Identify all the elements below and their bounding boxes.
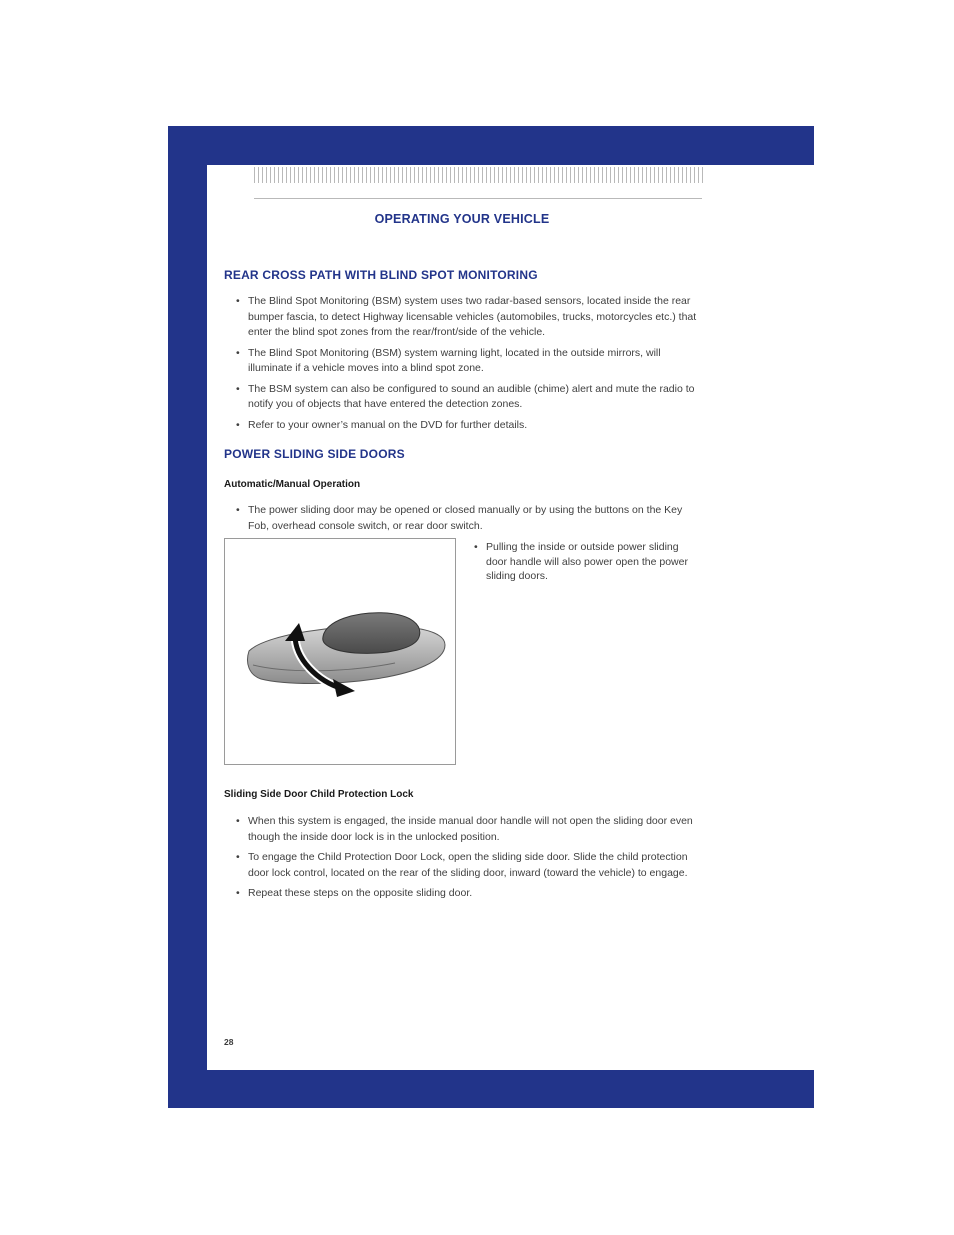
list-item: • Repeat these steps on the opposite sliding door. xyxy=(224,886,706,902)
header-rule xyxy=(254,198,702,199)
heading-power-sliding-doors: POWER SLIDING SIDE DOORS xyxy=(224,447,405,461)
subheading-child-protection: Sliding Side Door Child Protection Lock xyxy=(224,789,414,800)
handle-note-list xyxy=(462,540,698,589)
list-item: • When this system is engaged, the inside manual door handle will not open the sliding door even though the inside door lock is in the unlocked position. xyxy=(224,814,706,845)
list-item: • Pulling the inside or outside power sliding door handle will also power open the power sliding doors. xyxy=(462,540,698,584)
list-item: • The BSM system can also be configured to sound an audible (chime) alert and mute the radio to notify you of objects that have entered the detection zones. xyxy=(224,382,706,413)
list-item: • The Blind Spot Monitoring (BSM) system uses two radar-based sensors, located inside the rear bumper fascia, to detect Highway licensable vehicles (automobiles, trucks, motorcycles etc.) that enter the blind spot zones from the rear/front/side of the vehicle. xyxy=(224,294,706,341)
page-number: 28 xyxy=(224,1037,234,1047)
list-item: • To engage the Child Protection Door Lock, open the sliding side door. Slide the child protection door lock control, located on the rear of the sliding door, inward (toward the vehicle) to engage. xyxy=(224,850,706,881)
list-item: • The Blind Spot Monitoring (BSM) system warning light, located in the outside mirrors, will illuminate if a vehicle moves into a blind spot zone. xyxy=(224,346,706,377)
list-item: • Refer to your owner’s manual on the DVD for further details. xyxy=(224,418,706,434)
section-header: OPERATING YOUR VEHICLE xyxy=(374,212,550,226)
list-item: • The power sliding door may be opened or closed manually or by using the buttons on the Key Fob, overhead console switch, or rear door switch. xyxy=(224,503,706,534)
heading-rear-cross-path: REAR CROSS PATH WITH BLIND SPOT MONITORING xyxy=(224,268,538,282)
subheading-automatic-manual: Automatic/Manual Operation xyxy=(224,479,361,490)
child-lock-list xyxy=(224,814,706,907)
door-handle-illustration xyxy=(224,538,456,765)
decorative-tick-bar xyxy=(254,167,704,183)
auto-operation-list xyxy=(224,503,706,539)
rear-cross-path-list xyxy=(224,294,706,438)
